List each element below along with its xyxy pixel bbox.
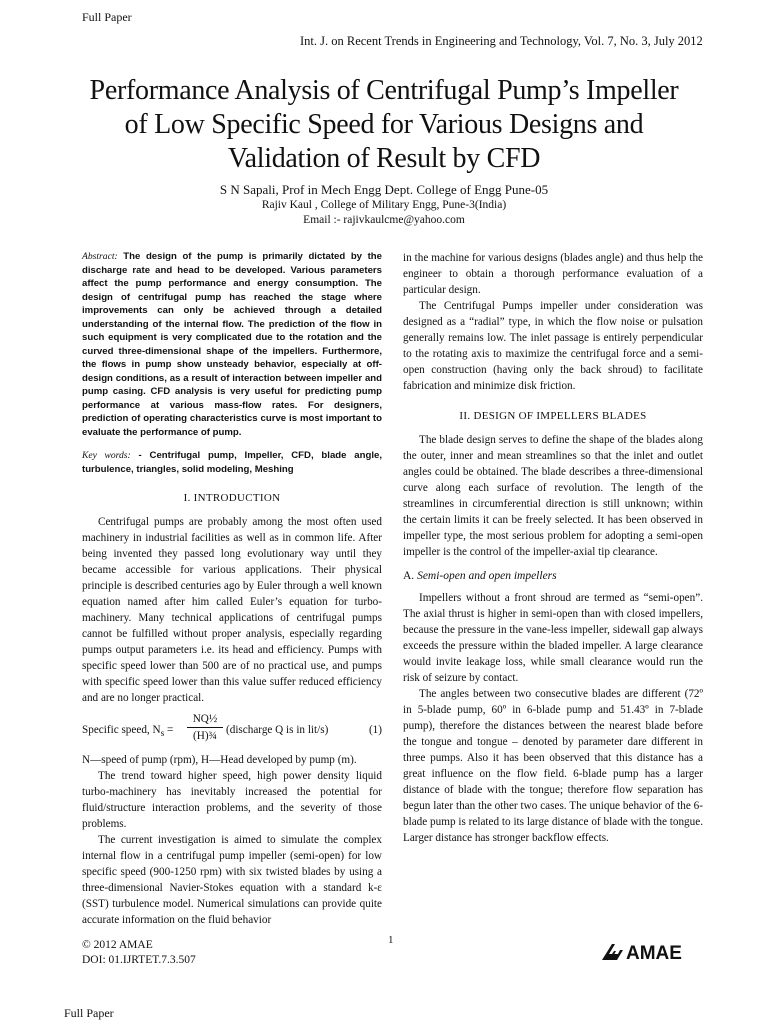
- amae-logo-graphic: [600, 938, 706, 964]
- page-number: 1: [388, 934, 394, 946]
- right-paragraph-5: The angles between two consecutive blades are different (72º in 5-blade pump, 60º in 6-blade pump and 51.43º in 7-blade pump), therefore the distances between the nearest blade before the tongue and tongue – denoted by parameter dare different in three pumps. Also it has been observed that this distance has a great influence on the flow field. 6-blade pump has a larger distance of blade with the tongue; therefore flow separation has begun later than the other two cases. The unique behavior of the 6-blade pump is related to its large distance of blade with the tongue. Larger distance has stronger backflow effects.: [403, 688, 703, 844]
- intro-paragraph-1: Centrifugal pumps are probably among the most often used machinery in industrial facilities as well as in common life. After being invented they passed long evolutionary way until they became accessible for various applications. Their physical principle is described centuries ago by Euler through a well known equation named after him called Euler’s equation for turbo-machinery. Many technical applications of centrifugal pumps cannot be fulfilled without proper analysis, especially regarding pumps output parameters i.e. its head and efficiency. Pumps with specific speed lower than 500 are of no practical use, and pumps with specific speed lower than this value suffer reduced efficiency and are no longer practical.: [82, 516, 382, 704]
- equation-number: (1): [368, 724, 382, 736]
- subsection-letter: A.: [403, 570, 418, 582]
- doi-text: DOI: 01.IJRTET.7.3.507: [82, 954, 196, 966]
- right-paragraph-2: The Centrifugal Pumps impeller under consideration was designed as a “radial” type, in which the flow noise or pulsation generally remains low. The inlet passage is entirely perpendicular to the rotating axis to maximize the centrifugal force and a semi-open construction (having only the back shroud) to facilitate fabrication and minimize disk friction.: [403, 300, 703, 392]
- abstract-text: The design of the pump is primarily dictated by the discharge rate and head to be developed. Various parameters affect the pump performance and energy consumption. The design of centrifugal pump has reached the stage where improvements can only be achieved through a detailed understanding of the internal flow. The prediction of the flow in such equipment is very complicated due to the rotation and the curved three-dimensional shape of the impellers. Furthermore, the flows in pump show unsteady behavior, especially at off- design conditions, as a result of interaction between impeller and pump casing. CFD analysis is very useful for predicting pump performance at various mass-flow rates. For designers, prediction of operating characteristics curve is most important to evaluate the performance of pump.: [82, 251, 382, 438]
- right-paragraph-4: Impellers without a front shroud are termed as “semi-open”. The axial thrust is higher in semi-open than with closed impellers, because the pressure in the vane-less impeller, sidewall gap always exceeds the pressure within the bladed impeller. A large clearance would invite leakage loss, while small clearance would run the risk of seizure by contact.: [403, 592, 703, 684]
- intro-paragraph-3: The trend toward higher speed, high power density liquid turbo-machinery has inevitably increased the potential for fluid/structure interaction problems, and the severity of those problems.: [82, 770, 382, 830]
- title-line: Validation of Result by CFD: [227, 143, 541, 174]
- keywords-text: - Centrifugal pump, Impeller, CFD, blade angle, turbulence, triangles, solid modeling, Meshing: [82, 450, 382, 475]
- intro-paragraph-2: N—speed of pump (rpm), H—Head developed by pump (m).: [82, 754, 357, 766]
- specific-speed-equation: [82, 712, 382, 750]
- paper-title: [60, 74, 708, 176]
- keywords-label: Key words:: [82, 450, 131, 461]
- title-line: Performance Analysis of Centrifugal Pump’s Impeller: [89, 75, 679, 106]
- abstract-label: Abstract:: [82, 251, 118, 262]
- section-heading-blades: II. DESIGN OF IMPELLERS BLADES: [459, 410, 647, 422]
- intro-paragraph-4: The current investigation is aimed to simulate the complex internal flow in a centrifugal pump impeller (semi-open) for low specific speed (900-1250 rpm) with six twisted blades by using a three-dimensional Navier-Stokes equation with a standard k-ε (SST) turbulence model. Numerical simulations can provide quite accurate information on the fluid behavior: [82, 834, 382, 926]
- author-line-1: S N Sapali, Prof in Mech Engg Dept. College of Engg Pune-05: [219, 182, 549, 197]
- footer-copyright: [82, 938, 196, 968]
- equation-subscript: s: [160, 729, 165, 740]
- keywords: [82, 449, 382, 476]
- journal-citation: Int. J. on Recent Trends in Engineering and Technology, Vol. 7, No. 3, July 2012: [300, 34, 703, 48]
- equation-note: (discharge Q is in lit/s): [226, 724, 329, 736]
- logo-wordmark: AMAE: [626, 943, 682, 964]
- subsection-title: Semi-open and open impellers: [417, 570, 557, 582]
- right-column: [403, 250, 703, 846]
- right-paragraph-3: The blade design serves to define the shape of the blades along the outer, inner and mean streamlines so that the inlet and outlet angles could be obtained. The blade describes a three-dimensional curve along each surface of revolution. The length of the streamlines in circumferential direction is still unknown; within the certain limits it can be freely selected. It has been observed in impeller type, the most serious problem for adopting a semi-open impeller is the control of the impeller-axial tip clearance.: [403, 434, 703, 558]
- author-email: Email :- rajivkaulcme@yahoo.com: [303, 214, 465, 226]
- section-heading-introduction: I. INTRODUCTION: [183, 492, 281, 504]
- copyright-text: © 2012 AMAE: [82, 939, 153, 951]
- author-line-2: Rajiv Kaul , College of Military Engg, Pune-3(India): [261, 199, 507, 211]
- equation-fraction: [187, 712, 223, 744]
- full-paper-label-bottom: Full Paper: [64, 1006, 114, 1020]
- equation-numerator: NQ½: [187, 712, 223, 728]
- abstract: [82, 250, 382, 439]
- right-paragraph-1: in the machine for various designs (blades angle) and thus help the engineer to obtain a thorough performance evaluation of a particular design.: [403, 252, 703, 296]
- left-column: [82, 250, 382, 928]
- full-paper-label-top: Full Paper: [82, 10, 132, 24]
- amae-logo: [600, 938, 706, 964]
- title-line: of Low Specific Speed for Various Designs and: [124, 109, 644, 140]
- subsection-heading-a: [403, 568, 703, 584]
- author-block: [60, 182, 708, 228]
- equation-label: Specific speed, $N_s$ =: [82, 724, 174, 740]
- equation-denominator: (H)¾: [193, 730, 217, 742]
